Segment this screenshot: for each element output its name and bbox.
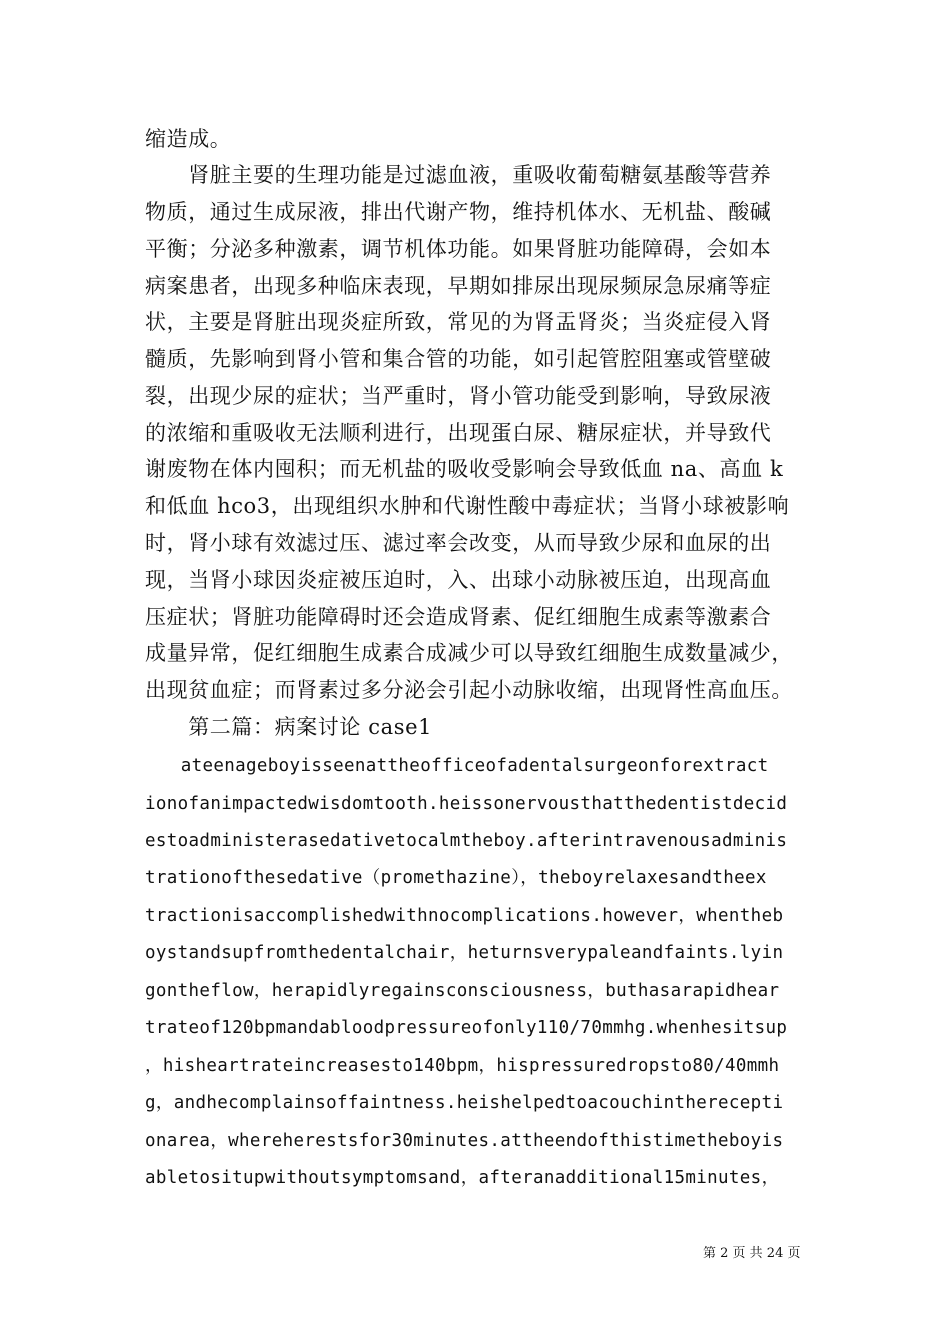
text-line: 状，主要是肾脏出现炎症所致，常见的为肾盂肾炎；当炎症侵入肾 bbox=[145, 310, 772, 334]
text-line: estoadministerasedativetocalmtheboy.afterintravenousadminis bbox=[145, 831, 788, 851]
text-line: tractionisaccomplishedwithnocomplications.however，whentheb bbox=[145, 906, 784, 926]
text-line: 裂，出现少尿的症状；当严重时，肾小管功能受到影响，导致尿液 bbox=[145, 384, 772, 408]
text-line: 的浓缩和重吸收无法顺利进行，出现蛋白尿、糖尿症状，并导致代 bbox=[145, 421, 772, 445]
text-line: trateof120bpmandabloodpressureofonly110/70mmhg.whenhesitsup bbox=[145, 1018, 788, 1038]
text-line: trationofthesedative（promethazine），theboyrelaxesandtheex bbox=[145, 868, 767, 888]
text-line: 现，当肾小球因炎症被压迫时，入、出球小动脉被压迫，出现高血 bbox=[145, 568, 772, 592]
text-line: gontheflow，herapidlyregainsconsciousness，buthasarapidhear bbox=[145, 981, 780, 1001]
text-line: 物质，通过生成尿液，排出代谢产物，维持机体水、无机盐、酸碱 bbox=[145, 200, 772, 224]
text-line: 谢废物在体内囤积；而无机盐的吸收受影响会导致低血 na、高血 k bbox=[145, 457, 784, 481]
text-line: g，andhecomplainsoffaintness.heishelpedtoacouchintherecepti bbox=[145, 1093, 784, 1113]
text-line: abletositupwithoutsymptomsand，afteranadditional15minutes， bbox=[145, 1168, 780, 1188]
text-line: ，hisheartrateincreasesto140bpm，hispressuredropsto80/40mmh bbox=[145, 1056, 780, 1076]
text-line: 髓质，先影响到肾小管和集合管的功能，如引起管腔阻塞或管壁破 bbox=[145, 347, 772, 371]
text-line: onarea，whereherestsfor30minutes.attheendofthistimetheboyis bbox=[145, 1131, 784, 1151]
text-line: ionofanimpactedwisdomtooth.heissonervousthatthedentistdecid bbox=[145, 794, 788, 814]
text-line: oystandsupfromthedentalchair，heturnsverypaleandfaints.lyin bbox=[145, 943, 784, 963]
text-line: 病案患者，出现多种临床表现，早期如排尿出现尿频尿急尿痛等症 bbox=[145, 274, 772, 298]
text-line: ateenageboyisseenattheofficeofadentalsurgeonforextract bbox=[145, 756, 769, 776]
text-line: 时，肾小球有效滤过压、滤过率会改变，从而导致少尿和血尿的出 bbox=[145, 531, 772, 555]
text-line: 缩造成。 bbox=[145, 127, 232, 151]
section-heading: 第二篇：病案讨论 case1 bbox=[145, 715, 433, 739]
text-line: 和低血 hco3，出现组织水肿和代谢性酸中毒症状；当肾小球被影响 bbox=[145, 494, 790, 518]
text-line: 成量异常，促红细胞生成素合成减少可以导致红细胞生成数量减少， bbox=[145, 641, 793, 665]
text-line: 肾脏主要的生理功能是过滤血液，重吸收葡萄糖氨基酸等营养 bbox=[145, 163, 772, 187]
text-line: 压症状；肾脏功能障碍时还会造成肾素、促红细胞生成素等激素合 bbox=[145, 605, 772, 629]
text-line: 出现贫血症；而肾素过多分泌会引起小动脉收缩，出现肾性高血压。 bbox=[145, 678, 793, 702]
page-number: 第 2 页 共 24 页 bbox=[703, 1246, 801, 1261]
text-line: 平衡；分泌多种激素，调节机体功能。如果肾脏功能障碍，会如本 bbox=[145, 237, 772, 261]
